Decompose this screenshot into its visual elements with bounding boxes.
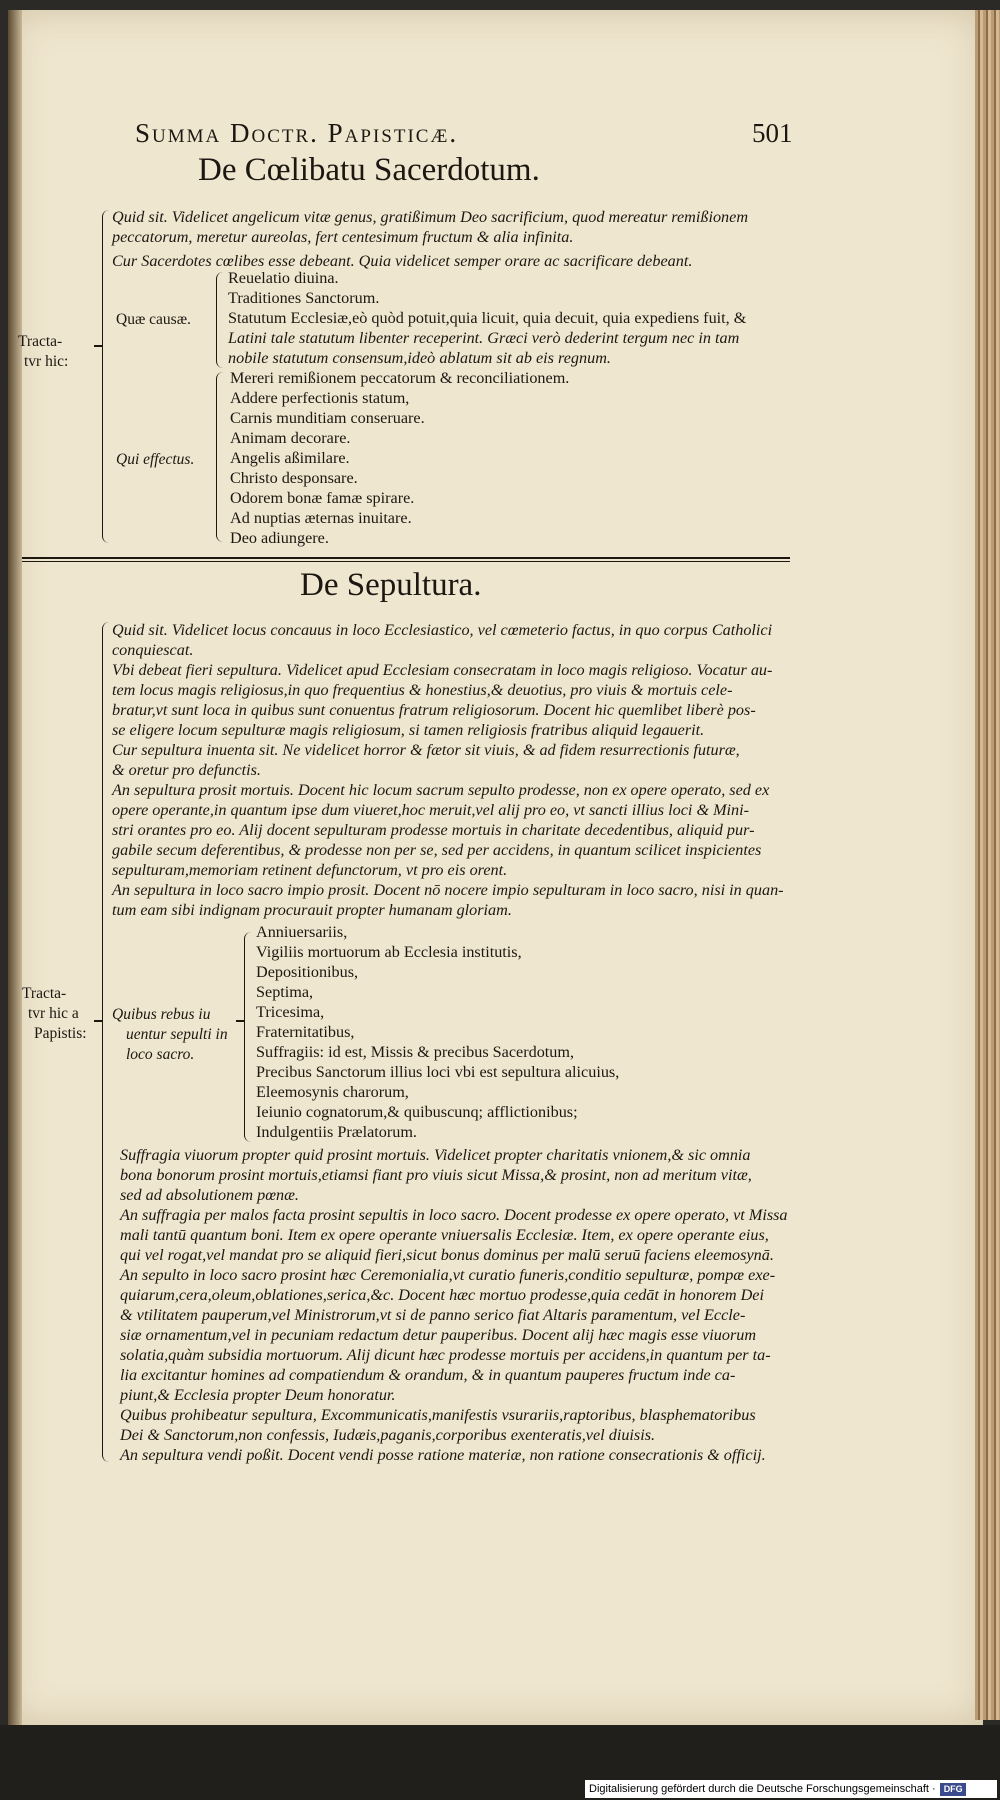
effectus-item: Mereri remißionem peccatorum & reconciliationem. bbox=[230, 369, 570, 387]
quibus-item: Depositionibus, bbox=[256, 963, 359, 981]
text-line: opere operante,in quantum ipse dum viueret,hoc meruit,vel alij pro eo, vt sancti illius loci & Mini- bbox=[112, 801, 750, 819]
quibus-item: Vigiliis mortuorum ab Ecclesia institutis, bbox=[256, 943, 522, 961]
subgroup-label: Quæ causæ. bbox=[116, 311, 191, 328]
text-line: An suffragia per malos facta prosint sepultis in loco sacro. Docent prodesse ex opere operato, vt Missa bbox=[120, 1206, 788, 1224]
effectus-item: Carnis munditiam conseruare. bbox=[230, 409, 425, 427]
effectus-item: Ad nuptias æternas inuitare. bbox=[230, 509, 412, 527]
digitization-credit bbox=[585, 1780, 997, 1798]
dfg-logo: DFG bbox=[940, 1783, 966, 1796]
text-line: lia excitantur homines ad compatiendum & orandum, & in quantum pauperes fructum inde ca- bbox=[120, 1366, 736, 1384]
subgroup-label: Qui effectus. bbox=[116, 451, 195, 468]
text-line: sed ad absolutionem pœnæ. bbox=[120, 1186, 299, 1204]
text-line: qui vel rogat,vel mandat pro se aliquid fieri,sicut bonus dominus per malū seruū faciens eleemosynā. bbox=[120, 1246, 774, 1264]
causa-item: Reuelatio diuina. bbox=[228, 269, 339, 287]
text-line: & oretur pro defunctis. bbox=[112, 761, 261, 779]
effectus-item: Christo desponsare. bbox=[230, 469, 358, 487]
quibus-item: Tricesima, bbox=[256, 1003, 325, 1021]
causa-item: Traditiones Sanctorum. bbox=[228, 289, 380, 307]
text-line: gabile secum deferentibus, & prodesse non per se, sed per accidens, in quantum scilicet inspicientes bbox=[112, 841, 762, 859]
text-line: bratur,vt sunt loca in quibus sunt conuentus fratrum religiosorum. Docent hic quemlibet liberè pos- bbox=[112, 701, 756, 719]
quibus-item: Eleemosynis charorum, bbox=[256, 1083, 409, 1101]
section-divider bbox=[22, 557, 790, 559]
page-fore-edge bbox=[975, 10, 1000, 1720]
quibus-item: Precibus Sanctorum illius loci vbi est sepultura alicuius, bbox=[256, 1063, 620, 1081]
brace-tick bbox=[236, 1020, 244, 1022]
section-title-sepultura: De Sepultura. bbox=[300, 567, 482, 603]
quibus-item: Ieiunio cognatorum,& quibuscunq; afflictionibus; bbox=[256, 1103, 578, 1121]
text-line: piunt,& Ecclesia propter Deum honoratur. bbox=[120, 1386, 396, 1404]
page-gutter bbox=[8, 10, 22, 1725]
subgroup-label: Quibus rebus iu bbox=[112, 1006, 211, 1023]
text-line: tem locus magis religiosus,in quo frequentius & honestius,& deuotius, pro viuis & mortuis cele- bbox=[112, 681, 733, 699]
brace-tick bbox=[94, 1020, 102, 1022]
subgroup-label: loco sacro. bbox=[126, 1046, 195, 1063]
quibus-item: Suffragiis: id est, Missis & precibus Sacerdotum, bbox=[256, 1043, 575, 1061]
text-line: mali tantū quantum boni. Item ex opere operante vniuersalis Ecclesiæ. Item, ex opere operante eius, bbox=[120, 1226, 769, 1244]
brace-effectus bbox=[216, 372, 223, 542]
side-label: Tracta- bbox=[22, 985, 67, 1002]
text-line: Vbi debeat fieri sepultura. Videlicet apud Ecclesiam consecratam in loco magis religioso. Vocatur au- bbox=[112, 661, 773, 679]
effectus-item: Angelis aßimilare. bbox=[230, 449, 350, 467]
section-divider-thin bbox=[22, 561, 790, 562]
text-line: sepulturam,memoriam retinent defunctorum, vt pro eis orent. bbox=[112, 861, 508, 879]
effectus-item: Addere perfectionis statum, bbox=[230, 389, 410, 407]
brace-quibus bbox=[244, 932, 251, 1142]
text-line: peccatorum, meretur aureolas, fert centesimum fructum & alia infinita. bbox=[112, 228, 574, 246]
side-label: tvr hic a bbox=[28, 1005, 79, 1022]
side-label: tvr hic: bbox=[24, 353, 69, 370]
quibus-item: Indulgentiis Prælatorum. bbox=[256, 1123, 417, 1141]
text-line: solatia,quàm subsidia mortuorum. Alij dicunt hæc prodesse mortuis per accidens,in quantum per ta- bbox=[120, 1346, 771, 1364]
effectus-item: Deo adiungere. bbox=[230, 529, 329, 547]
text-line: quiarum,cera,oleum,oblationes,serica,&c. Docent hæc mortuo prodesse,quia cedāt in honorem Dei bbox=[120, 1286, 764, 1304]
text-line: Quid sit. Videlicet angelicum vitæ genus, gratißimum Deo sacrificium, quod mereatur remißionem bbox=[112, 208, 749, 226]
brace-tick bbox=[94, 345, 102, 347]
text-line: Suffragia viuorum propter quid prosint mortuis. Videlicet propter charitatis vnionem,& sic omnia bbox=[120, 1146, 751, 1164]
side-label: Papistis: bbox=[34, 1025, 87, 1042]
text-line: Quibus prohibeatur sepultura, Excommunicatis,manifestis vsurariis,raptoribus, blasphematoribus bbox=[120, 1406, 756, 1424]
text-line: Cur sepultura inuenta sit. Ne videlicet horror & fætor sit viuis, & ad fidem resurrectionis futuræ, bbox=[112, 741, 740, 759]
causa-item: Latini tale statutum libenter receperint. Græci verò dederint tergum nec in tam bbox=[228, 329, 740, 347]
outer-brace-2 bbox=[102, 622, 109, 1462]
causa-item: nobile statutum consensum,ideò ablatum sit ab eis regnum. bbox=[228, 349, 611, 367]
text-line: stri orantes pro eo. Alij docent sepulturam prodesse mortuis in charitate decedentibus, aliquid pur- bbox=[112, 821, 755, 839]
causa-item: Statutum Ecclesiæ,eò quòd potuit,quia licuit, quia decuit, quia expediens fuit, & bbox=[228, 309, 747, 327]
text-line: & vtilitatem pauperum,vel Ministrorum,vt si de panno serico fiat Altaris paramentum, vel Eccle- bbox=[120, 1306, 746, 1324]
text-line: An sepultura in loco sacro impio prosit. Docent nō nocere impio sepulturam in loco sacro, nisi in quan- bbox=[112, 881, 784, 899]
text-line: se eligere locum sepulturæ magis religiosum, si tamen religiosis fratribus aliquid legauerit. bbox=[112, 721, 705, 739]
text-line: An sepultura vendi poßit. Docent vendi posse ratione materiæ, non ratione consecrationis & officij. bbox=[120, 1446, 766, 1464]
text-line: Quid sit. Videlicet locus concauus in loco Ecclesiastico, vel cœmeterio factus, in quo corpus Catholici bbox=[112, 621, 773, 639]
quibus-item: Anniuersariis, bbox=[256, 923, 348, 941]
text-line: An sepultura prosit mortuis. Docent hic locum sacrum sepulto prodesse, non ex opere operato, sed ex bbox=[112, 781, 770, 799]
running-title: Summa Doctr. Papisticæ. bbox=[135, 118, 459, 148]
text-line: Dei & Sanctorum,non confessis, Iudæis,paganis,corporibus exenteratis,vel diuisis. bbox=[120, 1426, 656, 1444]
text-line: An sepulto in loco sacro prosint hæc Ceremonialia,vt curatio funeris,conditio sepulturæ, pompæ exe- bbox=[120, 1266, 776, 1284]
text-line: tum eam sibi indignam procurauit propter humanam gloriam. bbox=[112, 901, 512, 919]
effectus-item: Animam decorare. bbox=[230, 429, 351, 447]
section-title-coelibatu: De Cœlibatu Sacerdotum. bbox=[198, 152, 540, 188]
text-line: bona bonorum prosint mortuis,etiamsi fiant pro viuis sicut Missa,& prosint, non ad meritum vitæ, bbox=[120, 1166, 752, 1184]
quibus-item: Septima, bbox=[256, 983, 314, 1001]
side-label: Tracta- bbox=[18, 333, 63, 350]
effectus-item: Odorem bonæ famæ spirare. bbox=[230, 489, 415, 507]
outer-brace-1 bbox=[102, 210, 109, 543]
text-line: conquiescat. bbox=[112, 641, 194, 659]
quibus-item: Fraternitatibus, bbox=[256, 1023, 355, 1041]
text-line: siæ ornamentum,vel in pecuniam redactum detur pauperibus. Docent alij hæc magis esse viuorum bbox=[120, 1326, 757, 1344]
subgroup-label: uentur sepulti in bbox=[126, 1026, 228, 1043]
text-line: Cur Sacerdotes cœlibes esse debeant. Quia videlicet semper orare ac sacrificare debeant. bbox=[112, 252, 693, 270]
page-number: 501 bbox=[752, 118, 793, 148]
credit-text: Digitalisierung gefördert durch die Deutsche Forschungsgemeinschaft · bbox=[589, 1783, 936, 1795]
brace-causae bbox=[216, 272, 223, 368]
